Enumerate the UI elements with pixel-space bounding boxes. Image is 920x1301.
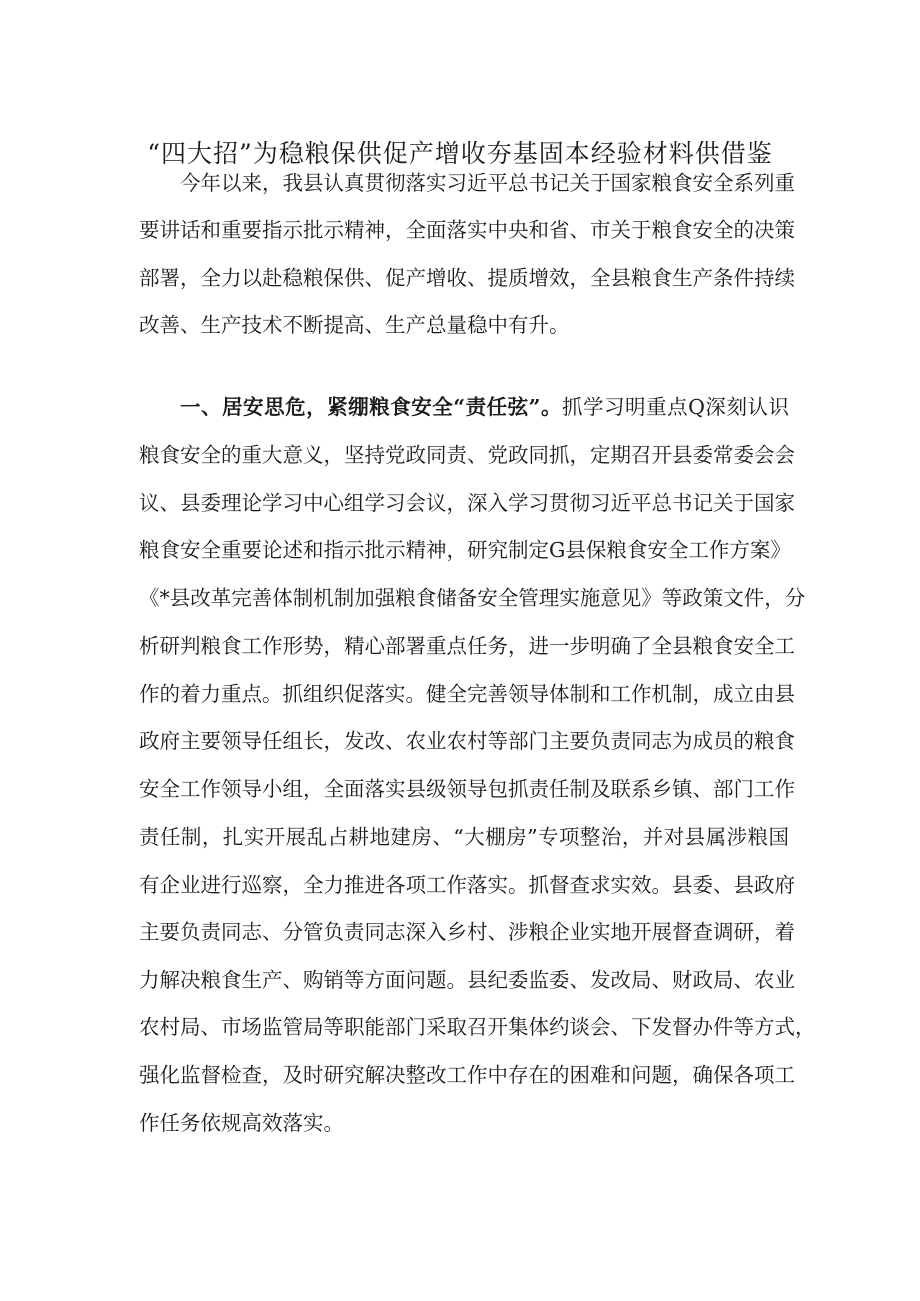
section-heading: 一、居安思危，紧绷粮食安全“责任弦”。 xyxy=(180,395,562,419)
section-paragraph-line: 析研判粮食工作形势，精心部署重点任务，进一步明确了全县粮食安全工 xyxy=(139,634,795,658)
intro-paragraph-line: 部署，全力以赴稳粮保供、促产增收、提质增效，全县粮食生产条件持续 xyxy=(139,266,795,290)
section-paragraph-line: 力解决粮食生产、购销等方面问题。县纪委监委、发改局、财政局、农业 xyxy=(139,968,795,992)
section-first-line-text: 抓学习明重点Q深刻认识 xyxy=(561,395,789,419)
document-title: “四大招”为稳粮保供促产增收夯基固本经验材料供借鉴 xyxy=(147,139,773,168)
section-first-line xyxy=(180,392,789,422)
section-paragraph-line: 政府主要领导任组长，发改、农业农村等部门主要负责同志为成员的粮食 xyxy=(139,729,795,753)
section-paragraph-line: 作任务依规高效落实。 xyxy=(139,1111,344,1135)
section-paragraph-line: 强化监督检查，及时研究解决整改工作中存在的困难和问题，确保各项工 xyxy=(139,1063,795,1087)
section-paragraph-line: 责任制，扎实开展乱占耕地建房、“大棚房”专项整治，并对县属涉粮国 xyxy=(139,825,789,849)
section-paragraph-line: 粮食安全重要论述和指示批示精神，研究制定G县保粮食安全工作方案》 xyxy=(139,538,791,562)
section-paragraph-line: 农村局、市场监管局等职能部门采取召开集体约谈会、下发督办件等方式， xyxy=(139,1015,816,1039)
intro-paragraph-line: 今年以来，我县认真贯彻落实习近平总书记关于国家粮食安全系列重 xyxy=(180,171,795,195)
section-paragraph-line: 主要负责同志、分管负责同志深入乡村、涉粮企业实地开展督查调研，着 xyxy=(139,920,795,944)
section-paragraph-line: 有企业进行巡察，全力推进各项工作落实。抓督查求实效。县委、县政府 xyxy=(139,873,795,897)
section-paragraph-line: 议、县委理论学习中心组学习会议，深入学习贯彻习近平总书记关于国家 xyxy=(139,491,795,515)
section-paragraph-line: 《*县改革完善体制机制加强粮食储备安全管理实施意见》等政策文件，分 xyxy=(139,586,806,610)
section-paragraph-line: 粮食安全的重大意义，坚持党政同责、党政同抓，定期召开县委常委会会 xyxy=(139,443,795,467)
intro-paragraph-line: 改善、生产技术不断提高、生产总量稳中有升。 xyxy=(139,313,570,337)
section-paragraph-line: 安全工作领导小组，全面落实县级领导包抓责任制及联系乡镇、部门工作 xyxy=(139,777,795,801)
section-paragraph-line: 作的着力重点。抓组织促落实。健全完善领导体制和工作机制，成立由县 xyxy=(139,682,795,706)
intro-paragraph-line: 要讲话和重要指示批示精神，全面落实中央和省、市关于粮食安全的决策 xyxy=(139,218,795,242)
